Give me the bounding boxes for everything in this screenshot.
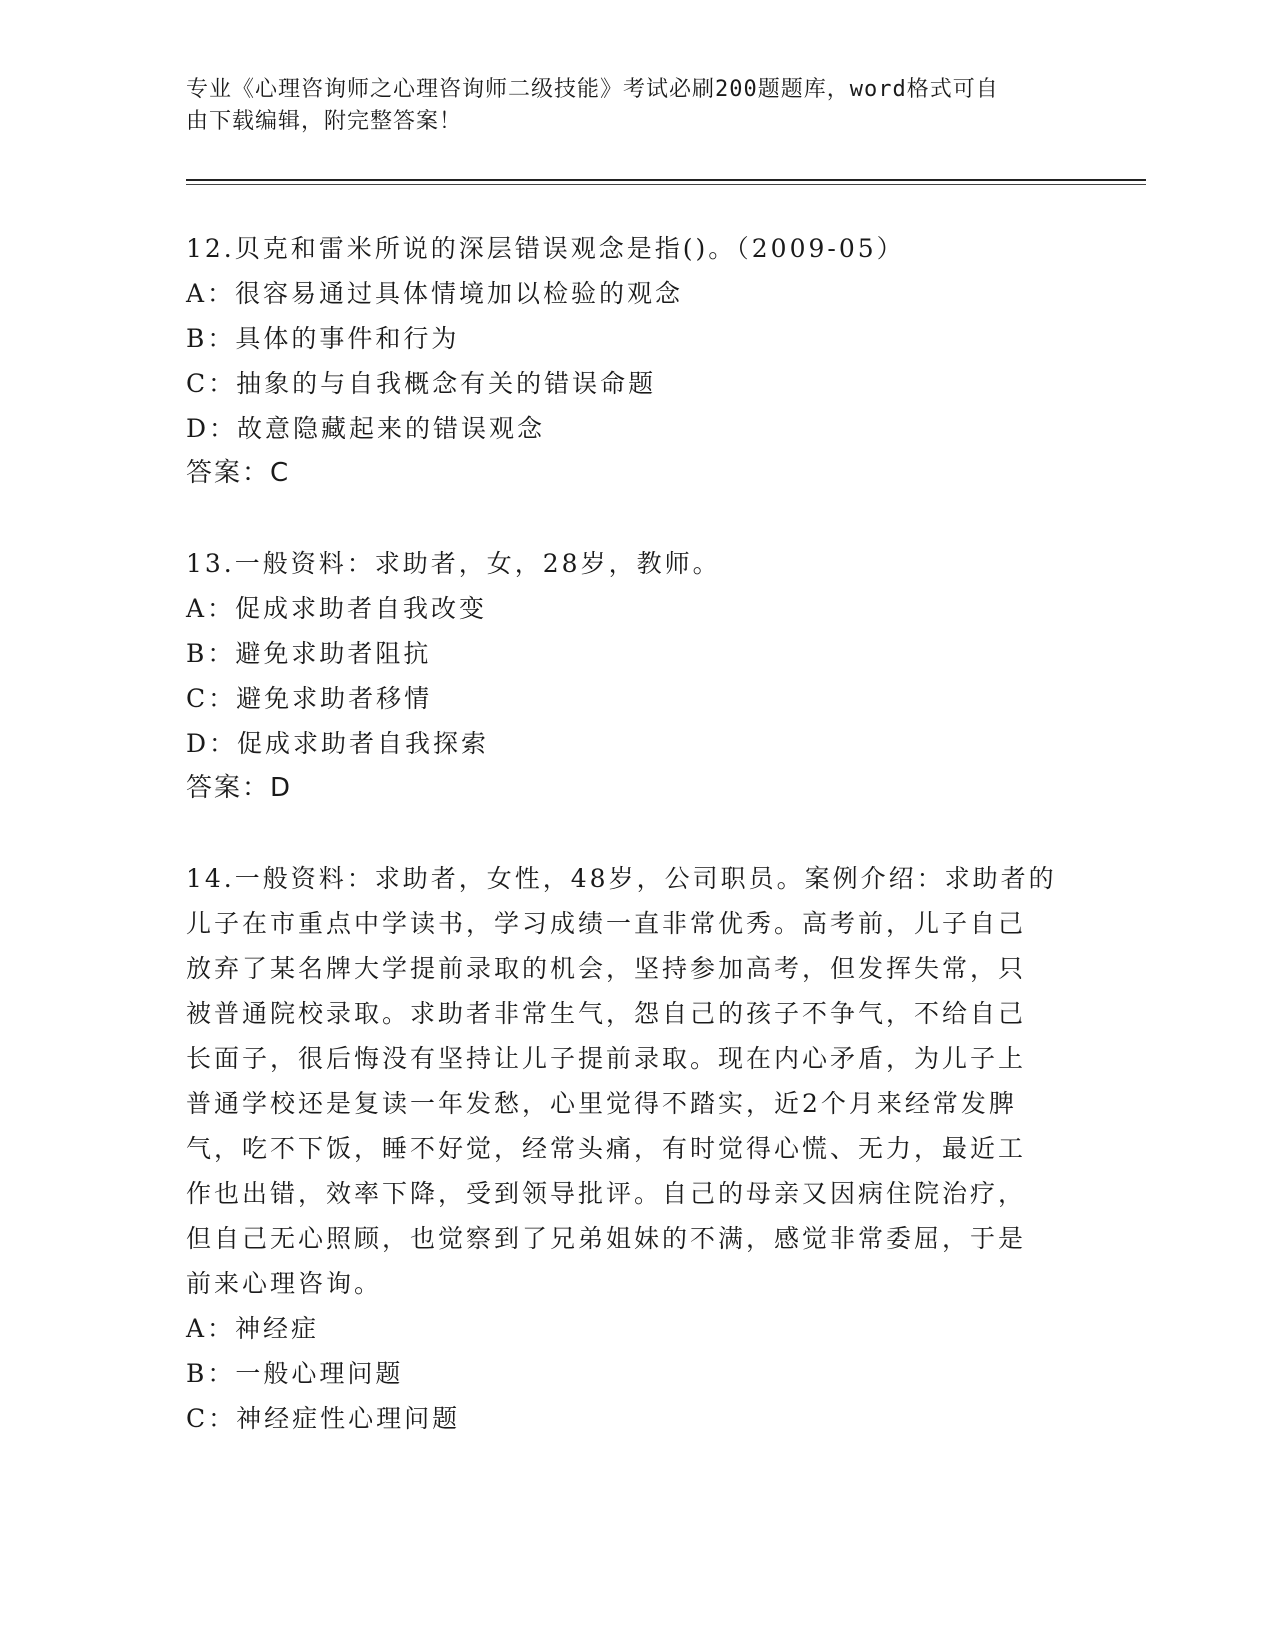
question-text-line: 气，吃不下饭，睡不好觉，经常头痛，有时觉得心慌、无力，最近工 [186, 1134, 1027, 1163]
option-b: B：避免求助者阻抗 [186, 639, 432, 668]
question-text-line: 放弃了某名牌大学提前录取的机会，坚持参加高考，但发挥失常，只 [186, 954, 1027, 983]
option-d: D：故意隐藏起来的错误观念 [186, 414, 546, 443]
question-text: 13.一般资料：求助者，女，28岁，教师。 [186, 549, 721, 578]
header-divider-thick [186, 179, 1146, 181]
option-c: C：神经症性心理问题 [186, 1404, 461, 1433]
question-text-line: 被普通院校录取。求助者非常生气，怨自己的孩子不争气，不给自己 [186, 999, 1027, 1028]
option-c: C：抽象的与自我概念有关的错误命题 [186, 369, 657, 398]
option-a: A：神经症 [186, 1314, 320, 1343]
option-b: B：具体的事件和行为 [186, 324, 460, 353]
question-14 [186, 856, 1076, 1441]
header-divider-thin [186, 184, 1146, 185]
option-b: B：一般心理问题 [186, 1359, 404, 1388]
question-13 [186, 541, 1076, 811]
answer-label: 答案：D [186, 773, 293, 803]
question-text-line: 长面子，很后悔没有坚持让儿子提前录取。现在内心矛盾，为儿子上 [186, 1044, 1027, 1073]
question-text-line: 前来心理咨询。 [186, 1269, 383, 1298]
question-text: 12.贝克和雷米所说的深层错误观念是指()。（2009-05） [186, 234, 905, 263]
question-text-line: 14.一般资料：求助者，女性，48岁，公司职员。案例介绍：求助者的 [186, 864, 1057, 893]
header-line-1: 专业《心理咨询师之心理咨询师二级技能》考试必刷200题题库，word格式可自 [186, 77, 999, 102]
question-text-line: 普通学校还是复读一年发愁，心里觉得不踏实，近2个月来经常发脾 [186, 1089, 1017, 1118]
option-c: C：避免求助者移情 [186, 684, 433, 713]
question-text-line: 儿子在市重点中学读书，学习成绩一直非常优秀。高考前，儿子自己 [186, 909, 1027, 938]
option-d: D：促成求助者自我探索 [186, 729, 490, 758]
option-a: A：促成求助者自我改变 [186, 594, 488, 623]
question-12 [186, 226, 1076, 496]
answer-label: 答案：C [186, 458, 291, 488]
document-header [186, 74, 1066, 138]
question-text-line: 作也出错，效率下降，受到领导批评。自己的母亲又因病住院治疗， [186, 1179, 1027, 1208]
option-a: A：很容易通过具体情境加以检验的观念 [186, 279, 684, 308]
header-line-2: 由下载编辑，附完整答案！ [186, 109, 463, 134]
question-text-line: 但自己无心照顾，也觉察到了兄弟姐妹的不满，感觉非常委屈，于是 [186, 1224, 1027, 1253]
